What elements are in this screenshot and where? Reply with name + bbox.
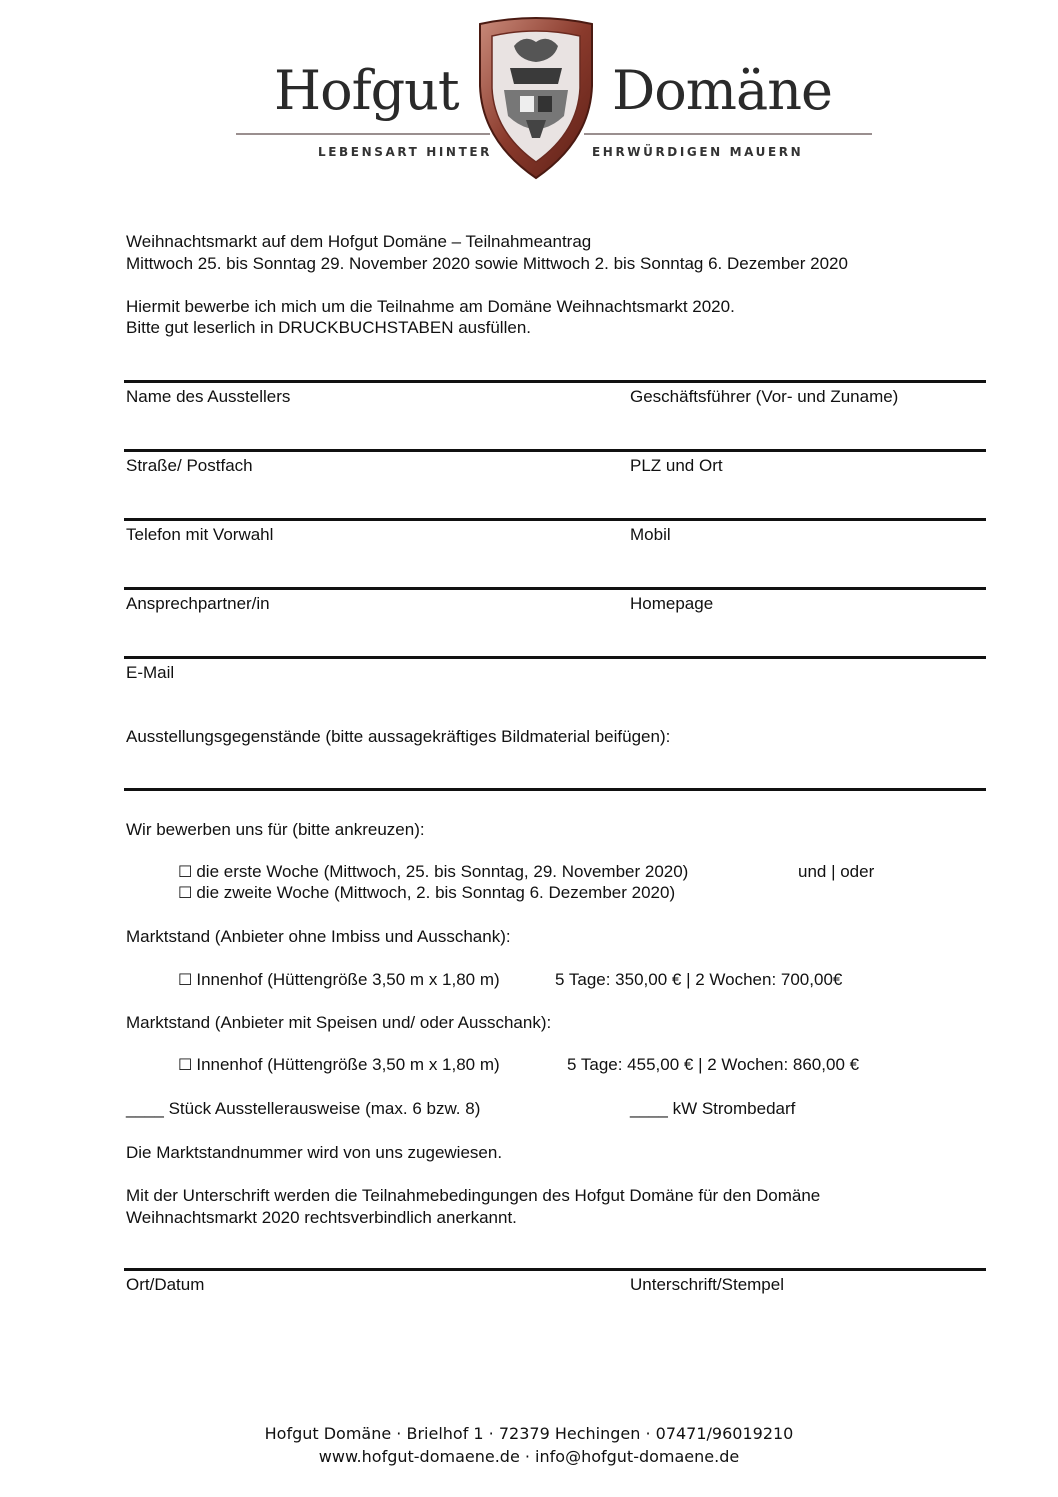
passes-label: Stück Ausstellerausweise (max. 6 bzw. 8) xyxy=(168,1099,481,1118)
coat-of-arms-shield-icon xyxy=(474,16,598,181)
logo-word-left: Hofgut xyxy=(274,59,459,122)
logo-rule-left xyxy=(236,133,490,135)
signature-note-line1: Mit der Unterschrift werden die Teilnahmebedingungen des Hofgut Domäne für den Domäne xyxy=(126,1186,821,1205)
and-or-label: und | oder xyxy=(798,862,875,881)
stand-b-option[interactable] xyxy=(178,1055,500,1075)
field-label-exhibits: Ausstellungsgegenstände (bitte aussagekräftiges Bildmaterial beifügen): xyxy=(126,727,671,746)
field-rule xyxy=(124,449,986,452)
checkbox-icon[interactable]: ☐ xyxy=(178,862,193,881)
field-rule xyxy=(124,587,986,590)
stand-b-option-label: Innenhof (Hüttengröße 3,50 m x 1,80 m) xyxy=(196,1055,500,1074)
stand-a-price: 5 Tage: 350,00 € | 2 Wochen: 700,00€ xyxy=(555,970,843,989)
logo-word-right: Domäne xyxy=(612,59,832,122)
week1-option[interactable] xyxy=(178,862,688,882)
field-label-zip-city: PLZ und Ort xyxy=(630,456,723,475)
checkbox-icon[interactable]: ☐ xyxy=(178,970,193,989)
passes-field xyxy=(126,1099,480,1119)
stand-a-option[interactable] xyxy=(178,970,500,990)
field-label-place-date: Ort/Datum xyxy=(126,1275,205,1294)
stand-b-price: 5 Tage: 455,00 € | 2 Wochen: 860,00 € xyxy=(567,1055,860,1074)
field-rule xyxy=(124,518,986,521)
week2-option[interactable] xyxy=(178,883,675,903)
field-label-street: Straße/ Postfach xyxy=(126,456,253,475)
logo-rule-right xyxy=(584,133,872,135)
field-label-phone: Telefon mit Vorwahl xyxy=(126,525,274,544)
signature-rule xyxy=(124,1268,986,1271)
footer-web-contact: www.hofgut-domaene.de · info@hofgut-domaene.de xyxy=(318,1447,740,1466)
field-label-email: E-Mail xyxy=(126,663,175,682)
stand-a-heading: Marktstand (Anbieter ohne Imbiss und Ausschank): xyxy=(126,927,511,946)
checkbox-icon[interactable]: ☐ xyxy=(178,883,193,902)
stand-a-option-label: Innenhof (Hüttengröße 3,50 m x 1,80 m) xyxy=(196,970,500,989)
field-label-mobile: Mobil xyxy=(630,525,671,544)
fill-instructions: Bitte gut leserlich in DRUCKBUCHSTABEN ausfüllen. xyxy=(126,318,531,337)
field-label-exhibitor-name: Name des Ausstellers xyxy=(126,387,291,406)
application-statement: Hiermit bewerbe ich mich um die Teilnahme am Domäne Weihnachtsmarkt 2020. xyxy=(126,297,735,316)
field-rule xyxy=(124,656,986,659)
form-title: Weihnachtsmarkt auf dem Hofgut Domäne – Teilnahmeantrag xyxy=(126,232,592,251)
application-heading: Wir bewerben uns für (bitte ankreuzen): xyxy=(126,820,425,839)
signature-note-line2: Weihnachtsmarkt 2020 rechtsverbindlich anerkannt. xyxy=(126,1208,517,1227)
week2-label: die zweite Woche (Mittwoch, 2. bis Sonntag 6. Dezember 2020) xyxy=(196,883,676,902)
field-label-homepage: Homepage xyxy=(630,594,714,613)
field-label-signature-stamp: Unterschrift/Stempel xyxy=(630,1275,784,1294)
week1-label: die erste Woche (Mittwoch, 25. bis Sonntag, 29. November 2020) xyxy=(196,862,689,881)
field-rule xyxy=(124,380,986,383)
logo-tagline-left: LEBENSART HINTER xyxy=(318,145,492,159)
logo-tagline-right: EHRWÜRDIGEN MAUERN xyxy=(592,145,804,159)
power-field xyxy=(630,1099,795,1119)
field-rule xyxy=(124,788,986,791)
power-blank[interactable]: ____ xyxy=(630,1099,668,1118)
field-label-managing-director: Geschäftsführer (Vor- und Zuname) xyxy=(630,387,899,406)
checkbox-icon[interactable]: ☐ xyxy=(178,1055,193,1074)
passes-blank[interactable]: ____ xyxy=(126,1099,164,1118)
power-label: kW Strombedarf xyxy=(672,1099,796,1118)
stand-b-heading: Marktstand (Anbieter mit Speisen und/ oder Ausschank): xyxy=(126,1013,552,1032)
stand-number-note: Die Marktstandnummer wird von uns zugewiesen. xyxy=(126,1143,503,1162)
footer-address: Hofgut Domäne · Brielhof 1 · 72379 Hechingen · 07471/96019210 xyxy=(264,1424,794,1443)
field-label-contact: Ansprechpartner/in xyxy=(126,594,270,613)
market-dates: Mittwoch 25. bis Sonntag 29. November 2020 sowie Mittwoch 2. bis Sonntag 6. Dezember 2020 xyxy=(126,254,848,273)
